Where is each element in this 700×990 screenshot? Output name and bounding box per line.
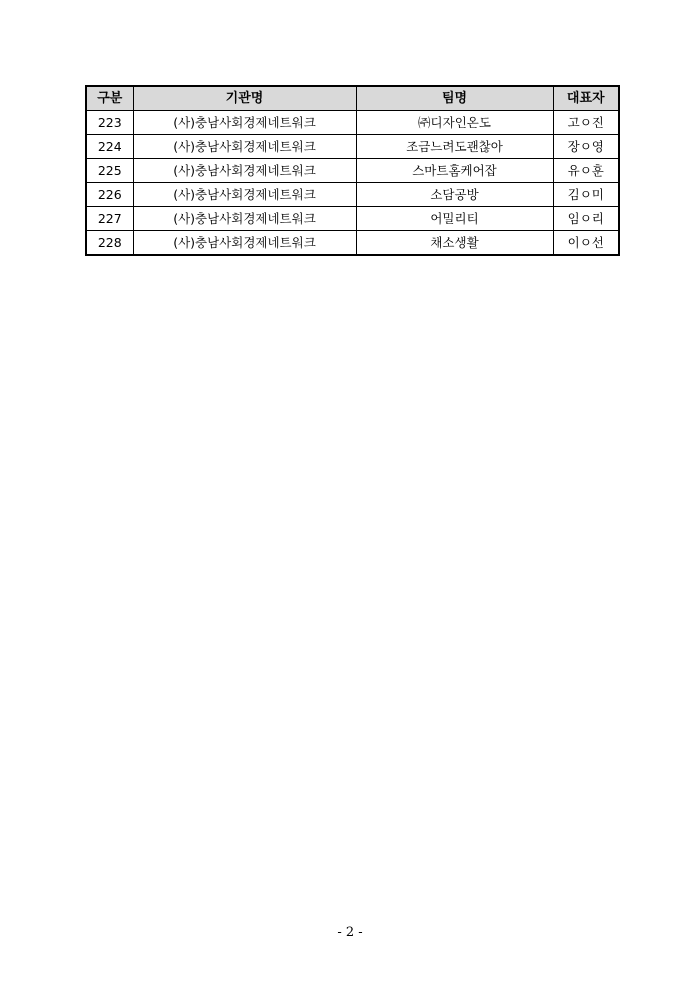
cell-team: 조금느려도괜찮아 <box>356 135 553 159</box>
cell-representative: 임ㅇ리 <box>553 207 619 231</box>
table-row <box>86 183 619 207</box>
team-roster-table <box>85 85 620 256</box>
cell-number: 228 <box>86 231 133 256</box>
header-organization: 기관명 <box>133 86 356 111</box>
cell-team: 채소생활 <box>356 231 553 256</box>
cell-representative: 유ㅇ훈 <box>553 159 619 183</box>
cell-organization: (사)충남사회경제네트워크 <box>133 183 356 207</box>
cell-representative: 김ㅇ미 <box>553 183 619 207</box>
cell-team: 스마트홈케어잡 <box>356 159 553 183</box>
cell-team: ㈜디자인온도 <box>356 111 553 135</box>
cell-number: 224 <box>86 135 133 159</box>
cell-representative: 장ㅇ영 <box>553 135 619 159</box>
cell-number: 223 <box>86 111 133 135</box>
cell-representative: 이ㅇ선 <box>553 231 619 256</box>
cell-organization: (사)충남사회경제네트워크 <box>133 207 356 231</box>
header-representative: 대표자 <box>553 86 619 111</box>
header-number: 구분 <box>86 86 133 111</box>
table-body <box>86 111 619 256</box>
cell-team: 어밀리티 <box>356 207 553 231</box>
cell-number: 225 <box>86 159 133 183</box>
cell-organization: (사)충남사회경제네트워크 <box>133 111 356 135</box>
cell-number: 227 <box>86 207 133 231</box>
cell-team: 소담공방 <box>356 183 553 207</box>
cell-number: 226 <box>86 183 133 207</box>
cell-organization: (사)충남사회경제네트워크 <box>133 135 356 159</box>
cell-representative: 고ㅇ진 <box>553 111 619 135</box>
table-row <box>86 135 619 159</box>
table-row <box>86 231 619 256</box>
cell-organization: (사)충남사회경제네트워크 <box>133 231 356 256</box>
header-team: 팀명 <box>356 86 553 111</box>
cell-organization: (사)충남사회경제네트워크 <box>133 159 356 183</box>
table-header <box>86 86 619 111</box>
table-row <box>86 207 619 231</box>
page-number: - 2 - <box>337 925 363 940</box>
table-row <box>86 159 619 183</box>
header-row <box>86 86 619 111</box>
table-row <box>86 111 619 135</box>
